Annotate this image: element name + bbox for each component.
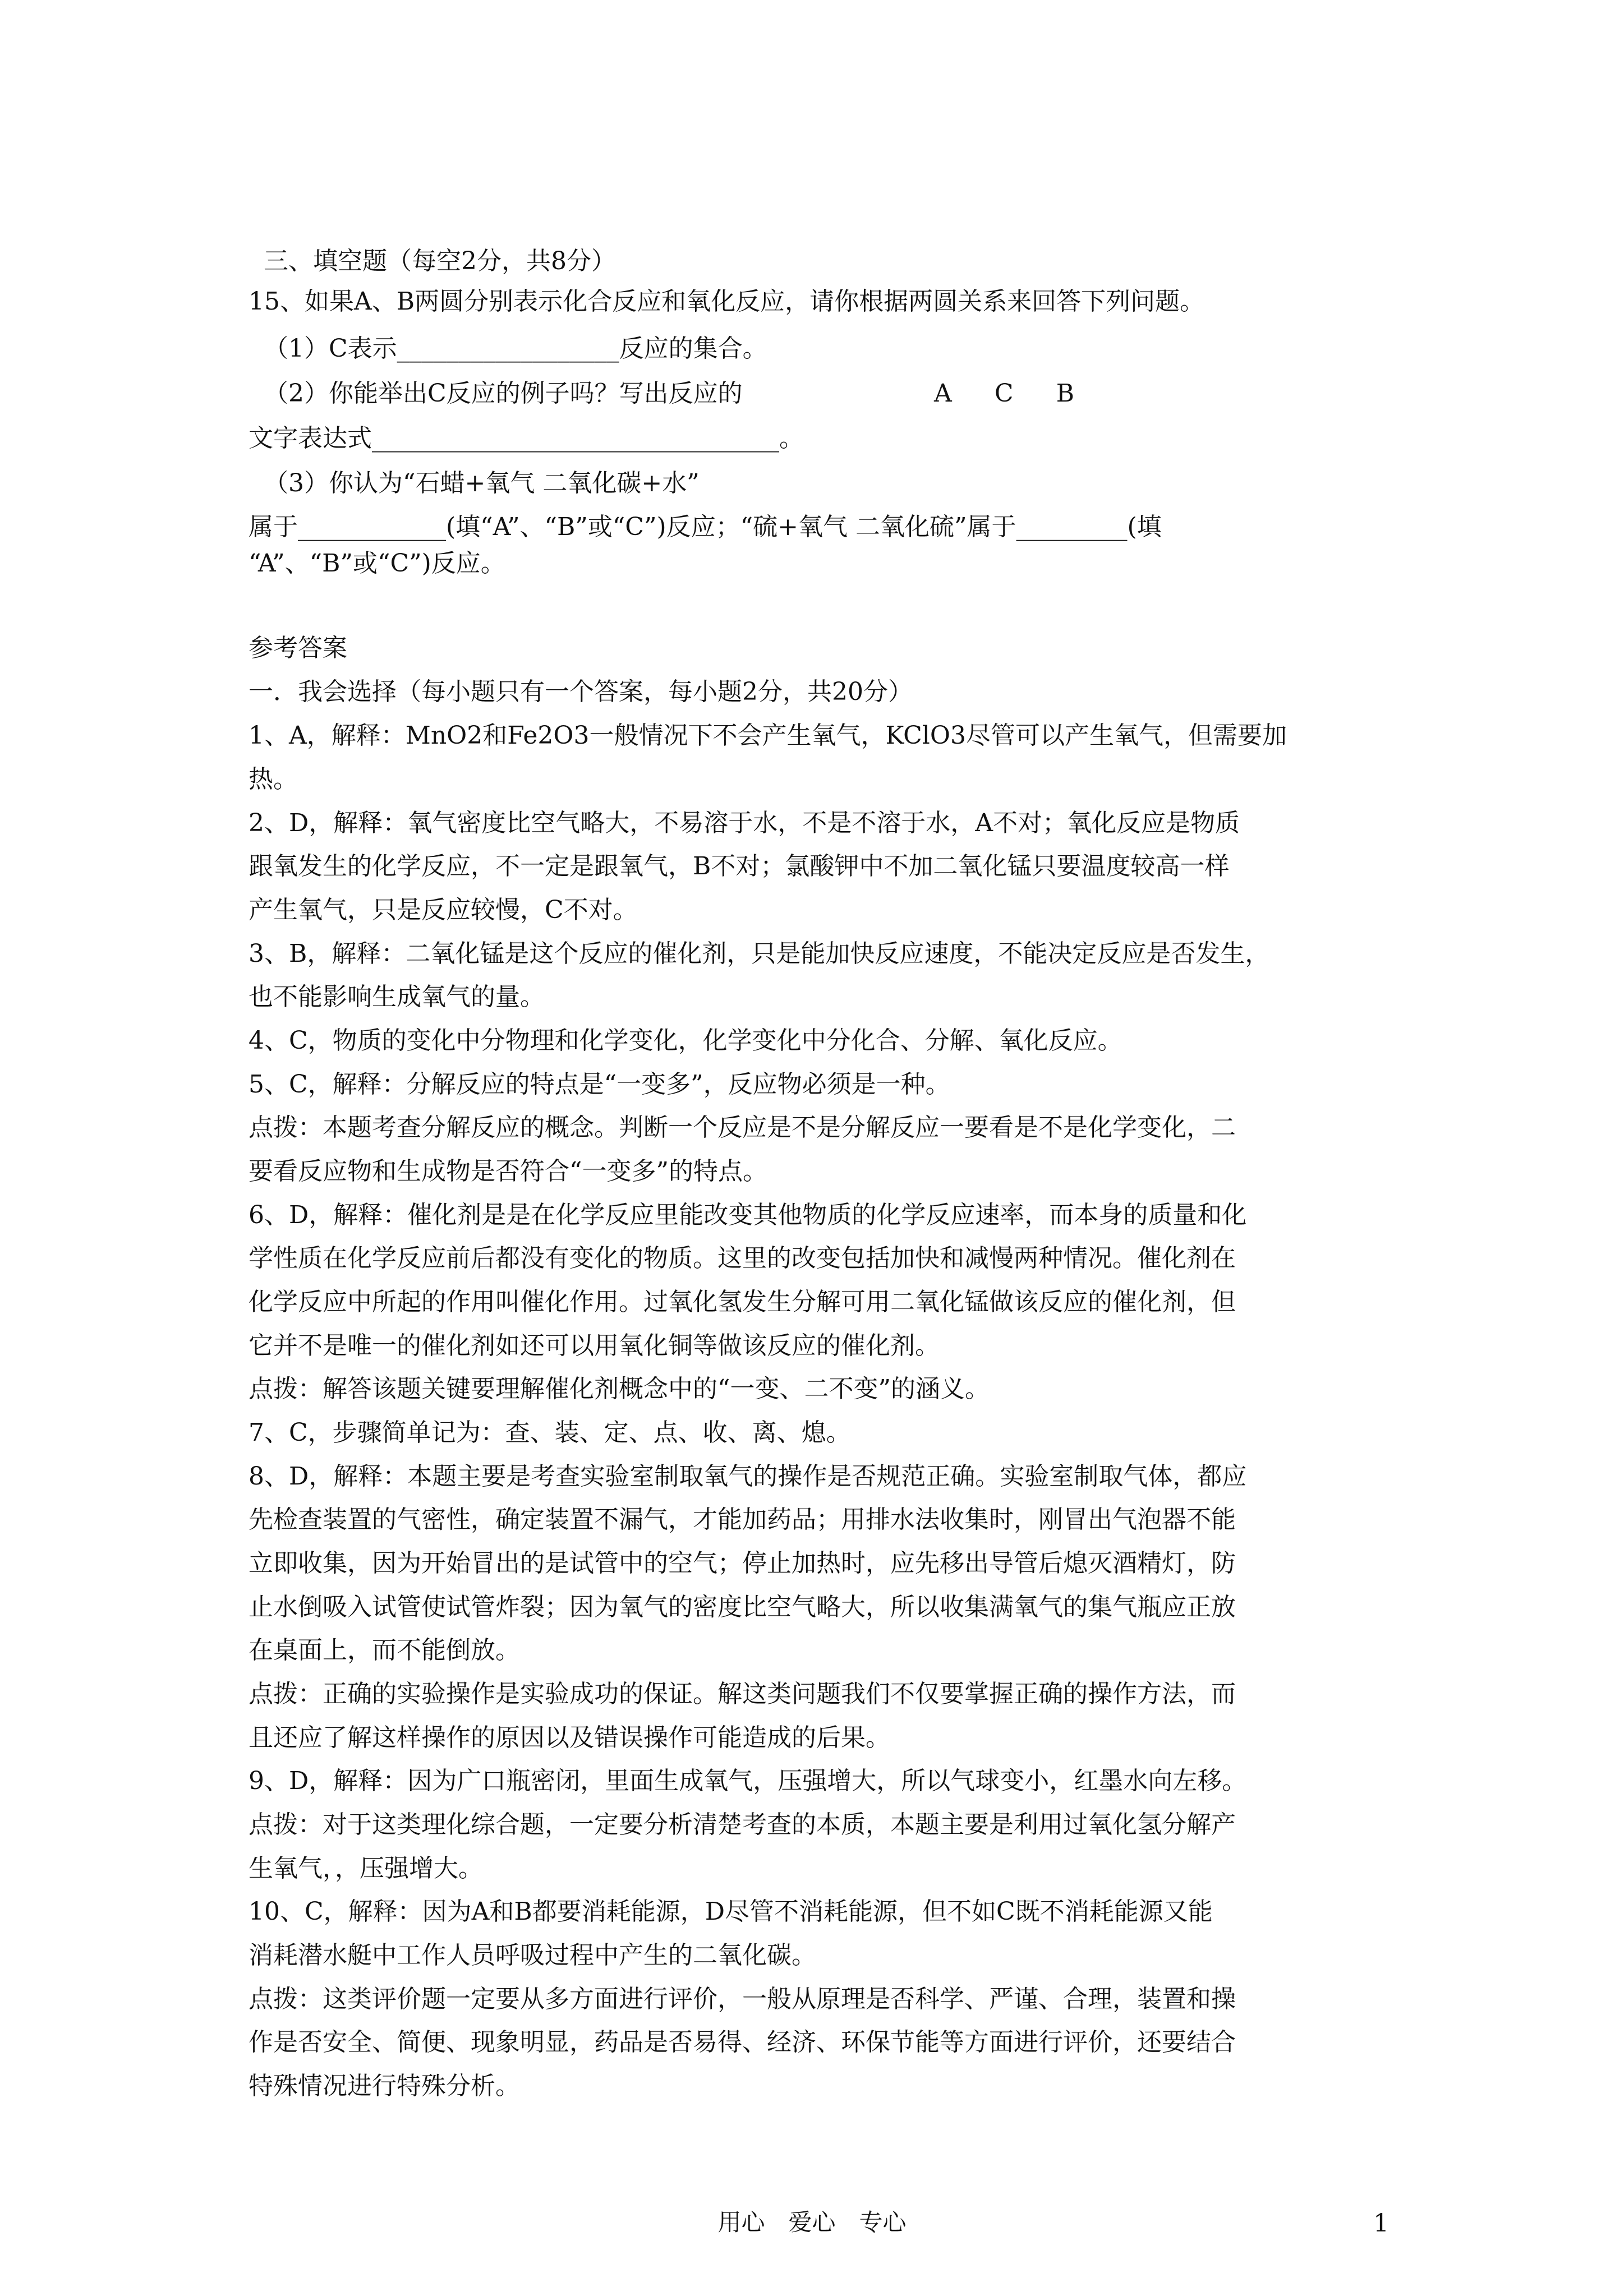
- answer-line: 点拨：解答该题关键要理解催化剂概念中的“一变、二不变”的涵义。: [249, 1375, 990, 1403]
- question-15-part-3: （3）你认为“石蜡+氧气 二氧化碳+水”: [264, 469, 700, 497]
- answer-line: 学性质在化学反应前后都没有变化的物质。这里的改变包括加快和减慢两种情况。催化剂在: [249, 1244, 1236, 1273]
- answer-line: 生氧气，，压强增大。: [249, 1854, 483, 1883]
- question-15-part-3-line-2: 属于____________(填“A”、“B”或“C”)反应；“硫+氧气 二氧化硫”属于_________(填: [249, 513, 1162, 541]
- answer-line: 点拨：这类评价题一定要从多方面进行评价，一般从原理是否科学、严谨、合理，装置和操: [249, 1985, 1236, 2013]
- answer-line: 特殊情况进行特殊分析。: [249, 2072, 520, 2100]
- answer-line: 6、D，解释：催化剂是是在化学反应里能改变其他物质的化学反应速率，而本身的质量和化: [249, 1201, 1247, 1229]
- answer-line: 1、A，解释：MnO2和Fe2O3一般情况下不会产生氧气，KClO3尽管可以产生氧气，但需要加: [249, 721, 1287, 750]
- page-footer-motto: 用心 爱心 专心: [717, 2209, 907, 2236]
- answer-line: 2、D，解释：氧气密度比空气略大，不易溶于水，不是不溶于水，A不对；氧化反应是物质: [249, 809, 1240, 837]
- question-15-part-2-line: 文字表达式_________________________________。: [249, 424, 804, 453]
- answer-line: 且还应了解这样操作的原因以及错误操作可能造成的后果。: [249, 1723, 890, 1752]
- answers-section-1-heading: 一．我会选择（每小题只有一个答案，每小题2分，共20分）: [249, 677, 913, 706]
- diagram-label-a: A: [934, 379, 952, 408]
- question-15-part-1: （1）C表示__________________反应的集合。: [264, 334, 767, 363]
- answer-line: 点拨：对于这类理化综合题，一定要分析清楚考查的本质，本题主要是利用过氧化氢分解产: [249, 1810, 1236, 1839]
- answer-line: 先检查装置的气密性，确定装置不漏气，才能加药品；用排水法收集时，刚冒出气泡器不能: [249, 1505, 1236, 1534]
- diagram-label-c: C: [994, 379, 1014, 408]
- answer-line: 消耗潜水艇中工作人员呼吸过程中产生的二氧化碳。: [249, 1941, 816, 1970]
- answer-line: 点拨：本题考查分解反应的概念。判断一个反应是不是分解反应一要看是不是化学变化，二: [249, 1113, 1236, 1142]
- answer-line: 10、C，解释：因为A和B都要消耗能源，D尽管不消耗能源，但不如C既不消耗能源又能: [249, 1897, 1213, 1926]
- answer-line: 7、C，步骤简单记为：查、装、定、点、收、离、熄。: [249, 1418, 851, 1447]
- question-15-stem: 15、如果A、B两圆分别表示化合反应和氧化反应，请你根据两圆关系来回答下列问题。: [249, 287, 1205, 316]
- diagram-label-b: B: [1056, 379, 1074, 408]
- question-15-part-3-line-3: “A”、“B”或“C”)反应。: [249, 549, 505, 578]
- answer-line: 9、D，解释：因为广口瓶密闭，里面生成氧气，压强增大，所以气球变小，红墨水向左移。: [249, 1767, 1247, 1795]
- question-15-part-2: （2）你能举出C反应的例子吗？写出反应的: [264, 379, 743, 408]
- answer-line: 热。: [249, 765, 298, 794]
- answer-line: 点拨：正确的实验操作是实验成功的保证。解这类问题我们不仅要掌握正确的操作方法，而: [249, 1680, 1236, 1708]
- answer-line: 止水倒吸入试管使试管炸裂；因为氧气的密度比空气略大，所以收集满氧气的集气瓶应正放: [249, 1593, 1236, 1621]
- answer-line: 跟氧发生的化学反应，不一定是跟氧气，B不对；氯酸钾中不加二氧化锰只要温度较高一样: [249, 852, 1230, 880]
- answer-line: 作是否安全、简便、现象明显，药品是否易得、经济、环保节能等方面进行评价，还要结合: [249, 2028, 1236, 2057]
- answer-line: 4、C，物质的变化中分物理和化学变化，化学变化中分化合、分解、氧化反应。: [249, 1026, 1122, 1055]
- page-number: 1: [1373, 2209, 1389, 2238]
- answer-line: 化学反应中所起的作用叫催化作用。过氧化氢发生分解可用二氧化锰做该反应的催化剂，但: [249, 1288, 1236, 1316]
- answer-line: 它并不是唯一的催化剂如还可以用氧化铜等做该反应的催化剂。: [249, 1331, 940, 1360]
- answer-line: 5、C，解释：分解反应的特点是“一变多”，反应物必须是一种。: [249, 1070, 950, 1099]
- answer-line: 在桌面上，而不能倒放。: [249, 1636, 520, 1665]
- section-heading: 三、填空题（每空2分，共8分）: [264, 247, 616, 275]
- answer-line: 产生氧气，只是反应较慢，C不对。: [249, 896, 638, 924]
- answer-line: 要看反应物和生成物是否符合“一变多”的特点。: [249, 1157, 767, 1186]
- answers-title: 参考答案: [249, 634, 347, 662]
- venn-diagram-labels: [934, 377, 1074, 411]
- answer-line: 立即收集，因为开始冒出的是试管中的空气；停止加热时，应先移出导管后熄灭酒精灯，防: [249, 1549, 1236, 1578]
- answer-line: 也不能影响生成氧气的量。: [249, 983, 545, 1011]
- answer-line: 8、D，解释：本题主要是考查实验室制取氧气的操作是否规范正确。实验室制取气体，都应: [249, 1462, 1247, 1491]
- answer-line: 3、B，解释：二氧化锰是这个反应的催化剂，只是能加快反应速度，不能决定反应是否发生，: [249, 939, 1270, 968]
